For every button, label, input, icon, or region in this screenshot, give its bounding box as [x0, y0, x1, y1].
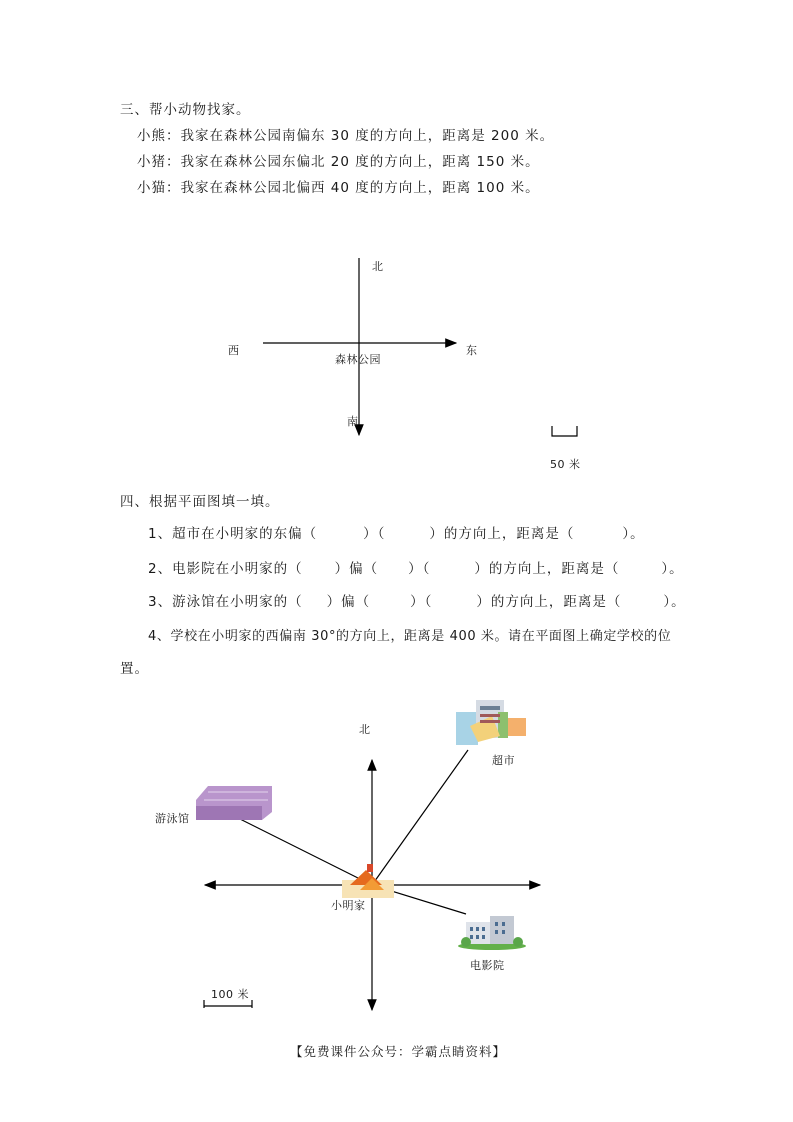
question-2 [148, 557, 684, 577]
line-to-supermarket [372, 750, 468, 885]
forest-west-label: 西 [228, 344, 240, 357]
line-to-pool [238, 818, 372, 885]
supermarket-icon [456, 700, 526, 745]
home-icon [342, 864, 394, 898]
scale-100m-label: 100 米 [211, 988, 249, 1001]
question-1 [148, 522, 645, 542]
q1-text-b: ）（ [363, 526, 386, 542]
q2-text-d: ）的方向上，距离是（ [474, 561, 620, 577]
map-north-label: 北 [359, 723, 371, 736]
question-3 [148, 590, 686, 610]
forest-east-label: 东 [466, 344, 478, 357]
pool-label: 游泳馆 [155, 812, 190, 825]
statement-cat: 小猫：我家在森林公园北偏西 40 度的方向上，距离 100 米。 [137, 180, 540, 196]
forest-center-label: 森林公园 [335, 353, 381, 366]
q2-text-c: ）（ [408, 561, 431, 577]
q1-text-a: 1、超市在小明家的东偏（ [148, 526, 318, 542]
section3-title: 三、帮小动物找家。 [120, 102, 251, 118]
q3-text-b: ）偏（ [326, 594, 371, 610]
scale-bar-50m [552, 426, 577, 436]
q3-text-e: ）。 [663, 594, 686, 610]
section4-title: 四、根据平面图填一填。 [120, 494, 280, 510]
forest-north-label: 北 [372, 260, 384, 273]
statement-bear: 小熊：我家在森林公园南偏东 30 度的方向上，距离是 200 米。 [137, 128, 555, 144]
q3-text-a: 3、游泳馆在小明家的（ [148, 594, 303, 610]
pool-icon [196, 786, 272, 820]
q1-text-c: ）的方向上，距离是（ [429, 526, 575, 542]
footer-note: 【免费课件公众号：学霸点睛资料】 [290, 1044, 507, 1059]
supermarket-label: 超市 [492, 754, 515, 767]
cinema-icon [458, 916, 526, 950]
statement-pig: 小猪：我家在森林公园东偏北 20 度的方向上，距离 150 米。 [137, 154, 540, 170]
q2-text-a: 2、电影院在小明家的（ [148, 561, 303, 577]
q2-text-b: ）偏（ [334, 561, 379, 577]
forest-south-label: 南 [347, 415, 359, 428]
question-4-line1: 4、学校在小明家的西偏南 30°的方向上，距离是 400 米。请在平面图上确定学校的位 [148, 629, 672, 644]
q3-text-c: ）（ [410, 594, 433, 610]
question-4-line2: 置。 [120, 661, 149, 677]
q2-text-e: ）。 [661, 561, 684, 577]
cinema-label: 电影院 [470, 959, 505, 972]
q1-text-d: ）。 [622, 526, 645, 542]
q3-text-d: ）的方向上，距离是（ [476, 594, 622, 610]
home-label: 小明家 [331, 899, 366, 912]
scale-50m-label: 50 米 [550, 458, 581, 471]
